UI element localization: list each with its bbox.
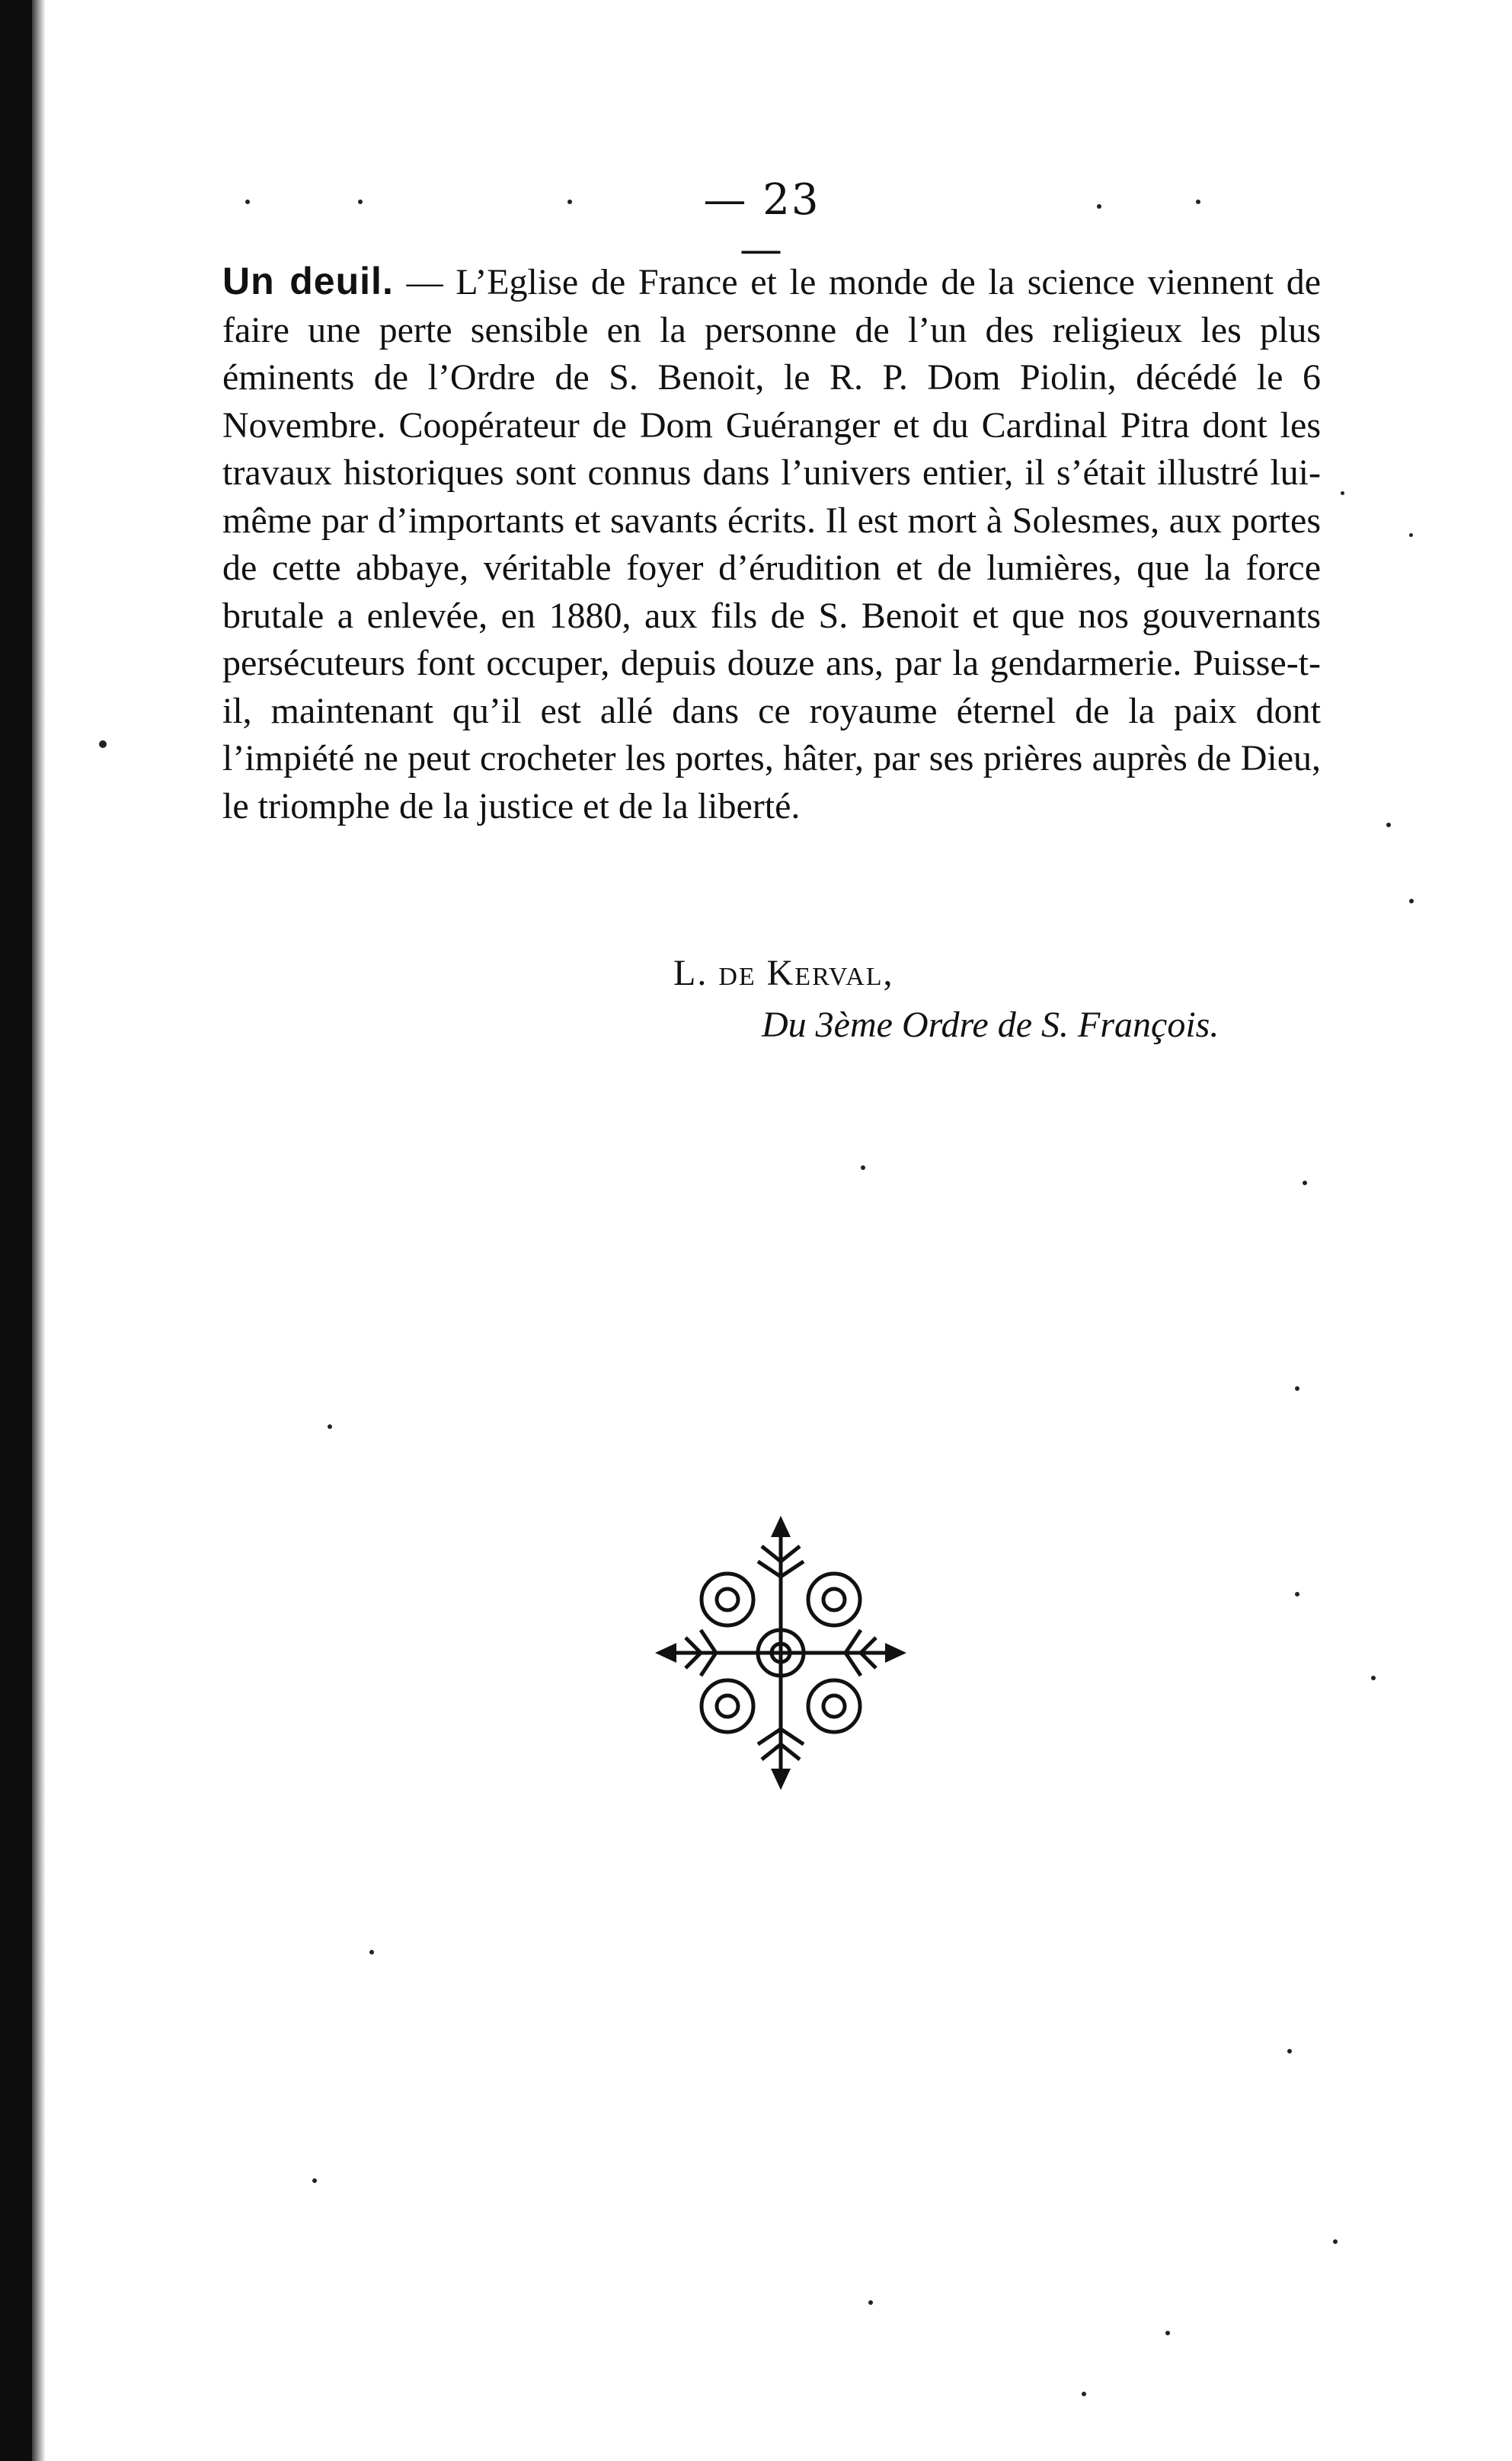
scan-speck: [1333, 2239, 1338, 2244]
scan-speck: [1409, 899, 1414, 903]
scan-speck: [1165, 2331, 1170, 2335]
article-title: Un deuil.: [222, 260, 394, 302]
scan-binding-edge: [0, 0, 32, 2461]
scan-speck: [861, 1165, 865, 1170]
scan-speck: [1303, 1181, 1307, 1185]
scan-speck: [868, 2300, 873, 2305]
scan-speck: [1082, 2392, 1086, 2396]
scan-speck: [567, 200, 572, 204]
scan-speck: [358, 200, 363, 204]
article: [222, 257, 1321, 830]
scan-binding-shadow: [32, 0, 46, 2461]
scan-speck: [1371, 1676, 1376, 1680]
article-body: — L’Eglise de France et le monde de la science viennent de faire une perte sensible en la personne de l’un des religieux les plus éminents de l’Ordre de S. Benoit, le R. P. Dom Piolin, décédé le 6 Novembre. Coopérateur de Dom Guéranger et du Cardinal Pitra dont les travaux historiques sont connus dans l’univers entier, il s’était illustré lui-même par d’importants et savants écrits. Il est mort à Solesmes, aux portes de cette abbaye, véritable foyer d’érudition et de lumières, que la force brutale a enlevée, en 1880, aux fils de S. Benoit et que nos gouvernants persécuteurs font occuper, depuis douze ans, par la gendarmerie. Puisse-t-il, maintenant qu’il est allé dans ce royaume éternel de la paix dont l’impiété ne peut crocheter les portes, hâter, par ses prières auprès de Dieu, le triomphe de la justice et de la liberté.: [222, 262, 1322, 826]
scan-speck: [312, 2178, 317, 2183]
scan-speck: [1287, 2049, 1292, 2053]
scan-speck: [1409, 533, 1413, 537]
scan-speck: [1295, 1592, 1299, 1596]
scan-speck: [1196, 200, 1200, 204]
scan-speck: [328, 1424, 332, 1429]
scan-speck: [1386, 823, 1391, 827]
scan-speck: [99, 740, 107, 748]
scan-speck: [1097, 204, 1101, 209]
scan-speck: [369, 1950, 374, 1954]
floral-cross-ornament-icon: [655, 1516, 906, 1790]
page-number: — 23 —: [703, 175, 820, 274]
signature-affiliation: Du 3ème Ordre de S. François.: [762, 1005, 1220, 1045]
scan-speck: [1295, 1386, 1299, 1391]
signature-name: L. de Kerval,: [673, 953, 894, 993]
scan-speck: [1341, 491, 1344, 495]
scan-speck: [245, 200, 250, 204]
